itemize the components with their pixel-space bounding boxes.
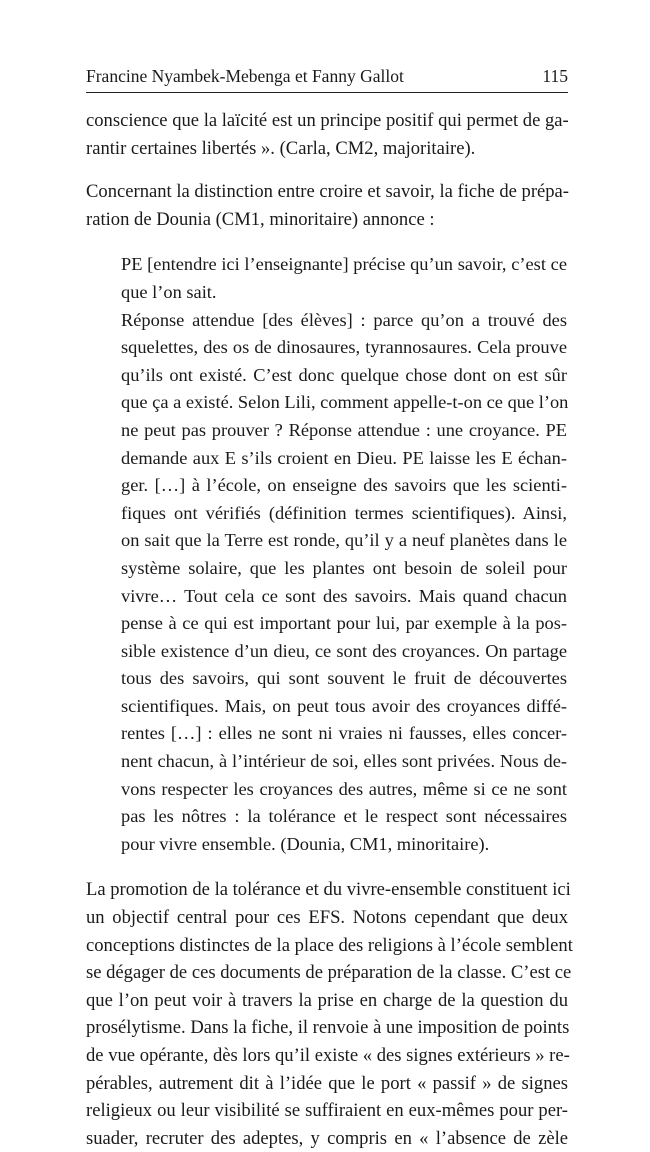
quote-line: demande aux E s’ils croient en Dieu. PE laisse les E échan- — [121, 447, 567, 468]
quote-line: ne peut pas prouver ? Réponse attendue : une croyance. PE — [121, 419, 567, 440]
text-line: se dégager de ces documents de préparation de la classe. C’est ce — [86, 962, 572, 984]
quote-line: fiques ont vérifiés (définition termes scientifiques). Ainsi, — [121, 502, 567, 523]
quote-line: rentes […] : elles ne sont ni vraies ni fausses, elles concer- — [121, 723, 567, 744]
paragraph-2 — [86, 178, 568, 233]
quote-line: que l’on sait. — [121, 281, 217, 302]
text-line: un objectif central pour ces EFS. Notons cependant que deux — [86, 907, 568, 929]
text-line: de vue opérante, dès lors qu’il existe « des signes extérieurs » re- — [86, 1045, 570, 1066]
text-line: suader, recruter des adeptes, y compris en « l’absence de zèle — [86, 1127, 568, 1149]
text-line: rantir certaines libertés ». (Carla, CM2, majoritaire). — [86, 137, 476, 159]
quote-line: pas les nôtres : la tolérance et le respect sont nécessaires — [121, 806, 567, 827]
block-quote — [121, 251, 567, 858]
paragraph-3 — [86, 876, 573, 1152]
quote-line: qu’ils ont existé. C’est donc quelque chose dont on est sûr — [121, 364, 567, 385]
quote-line: que ça a existé. Selon Lili, comment appelle-t-on ce que l’on — [121, 392, 569, 413]
quote-line: pour vivre ensemble. (Dounia, CM1, minoritaire). — [121, 833, 490, 854]
quote-line: scientifiques. Mais, on peut tous avoir des croyances diffé- — [121, 695, 567, 716]
quote-line: PE [entendre ici l’enseignante] précise qu’un savoir, c’est ce — [121, 254, 567, 275]
quote-line: nent chacun, à l’intérieur de soi, elles sont privées. Nous de- — [121, 751, 567, 772]
quote-line: sible existence d’un dieu, ce sont des croyances. On partage — [121, 640, 567, 661]
quote-line: ger. […] à l’école, on enseigne des savoirs que les scienti- — [121, 475, 567, 496]
page-number: 115 — [542, 66, 568, 86]
quote-line: pense à ce qui est important pour lui, par exemple à la pos- — [121, 613, 567, 634]
book-page — [86, 64, 573, 1152]
quote-line: squelettes, des os de dinosaures, tyrannosaures. Cela prouve — [121, 337, 567, 358]
text-line: prosélytisme. Dans la fiche, il renvoie à une imposition de points — [86, 1017, 570, 1039]
running-header — [86, 64, 568, 88]
header-rule — [86, 92, 568, 93]
quote-line: vivre… Tout cela ce sont des savoirs. Mais quand chacun — [121, 585, 567, 606]
text-line: religieux ou leur visibilité se suffiraient en eux-mêmes pour per- — [86, 1100, 568, 1122]
quote-line: Réponse attendue [des élèves] : parce qu’on a trouvé des — [121, 309, 567, 330]
paragraph-1 — [86, 107, 568, 162]
quote-line: tous des savoirs, qui sont souvent le fruit de découvertes — [121, 668, 567, 689]
text-line: ration de Dounia (CM1, minoritaire) annonce : — [86, 208, 435, 230]
text-line: La promotion de la tolérance et du vivre-ensemble constituent ici — [86, 879, 571, 901]
text-line: pérables, autrement dit à l’idée que le port « passif » de signes — [86, 1072, 568, 1094]
text-line: Concernant la distinction entre croire et savoir, la fiche de prépa- — [86, 181, 570, 203]
text-line: conscience que la laïcité est un principe positif qui permet de ga- — [86, 110, 569, 131]
text-line: conceptions distinctes de la place des religions à l’école semblent — [86, 934, 573, 956]
quote-line: système solaire, que les plantes ont besoin de soleil pour — [121, 557, 567, 578]
header-authors: Francine Nyambek-Mebenga et Fanny Gallot — [86, 66, 404, 86]
quote-line: vons respecter les croyances des autres, même si ce ne sont — [121, 778, 567, 799]
quote-line: on sait que la Terre est ronde, qu’il y a neuf planètes dans le — [121, 530, 567, 551]
text-line: que l’on peut voir à travers la prise en charge de la question du — [86, 989, 568, 1011]
